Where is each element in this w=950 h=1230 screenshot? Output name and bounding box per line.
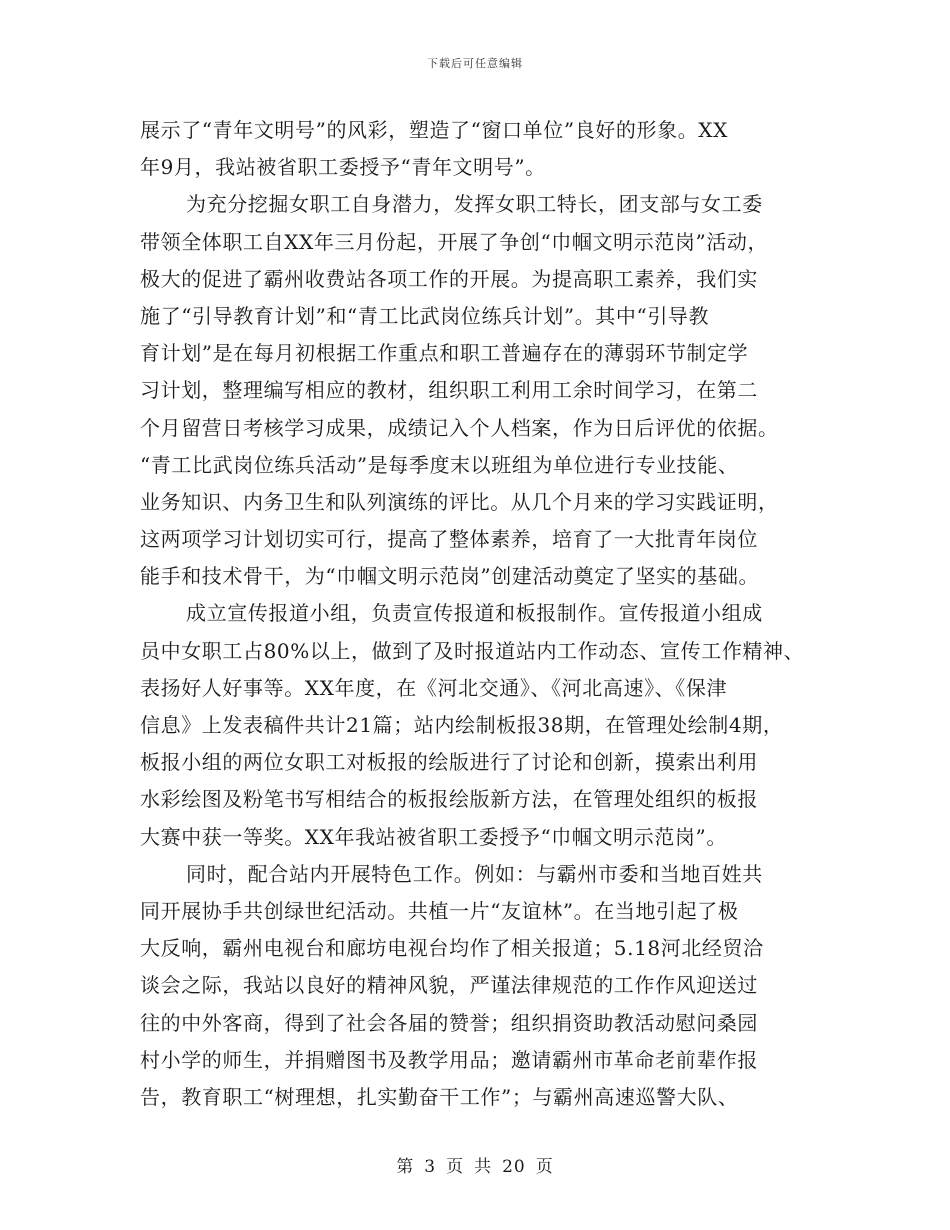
page-header: 下载后可任意编辑 bbox=[427, 57, 523, 70]
text-line: 展示了“青年文明号”的风彩，塑造了“窗口单位”良好的形象。XX bbox=[140, 118, 728, 142]
text-line: 带领全体职工自XX年三月份起，开展了争创“巾帼文明示范岗”活动， bbox=[140, 229, 769, 254]
paragraph-start-line: 同时，配合站内开展特色工作。例如：与霸州市委和当地百姓共 bbox=[186, 861, 763, 886]
text-line: 极大的促进了霸州收费站各项工作的开展。为提高职工素养，我们实 bbox=[140, 266, 758, 291]
text-line: 村小学的师生，并捐赠图书及教学用品；邀请霸州市革命老前辈作报 bbox=[140, 1047, 758, 1072]
text-line: 同开展协手共创绿世纪活动。共植一片“友谊林”。在当地引起了极 bbox=[140, 898, 739, 923]
text-line: 水彩绘图及粉笔书写相结合的板报绘版新方法，在管理处组织的板报 bbox=[140, 787, 758, 812]
text-line: 年9月，我站被省职工委授予“青年文明号”。 bbox=[140, 155, 546, 180]
text-line: 业务知识、内务卫生和队列演练的评比。从几个月来的学习实践证明， bbox=[140, 489, 779, 514]
footer-page-word: 页 bbox=[446, 1157, 465, 1177]
page-footer bbox=[0, 1152, 950, 1177]
text-line: 板报小组的两位女职工对板报的绘版进行了讨论和创新，摸索出利用 bbox=[140, 750, 758, 775]
text-line: 这两项学习计划切实可行，提高了整体素养，培育了一大批青年岗位 bbox=[140, 527, 758, 552]
footer-prefix: 第 bbox=[396, 1157, 415, 1177]
text-line: 表扬好人好事等。XX年度，在《河北交通》、《河北高速》、《保津 bbox=[140, 675, 728, 700]
paragraph-start-line: 为充分挖掘女职工自身潜力，发挥女职工特长，团支部与女工委 bbox=[186, 192, 763, 217]
paragraph-start-line: 成立宣传报道小组，负责宣传报道和板报制作。宣传报道小组成 bbox=[186, 601, 763, 626]
text-line: “青工比武岗位练兵活动”是每季度末以班组为单位进行专业技能、 bbox=[140, 452, 739, 477]
document-body bbox=[140, 112, 820, 1116]
text-line: 施了“引导教育计划”和“青工比武岗位练兵计划”。其中“引导教 bbox=[140, 303, 710, 328]
total-page-count: 20 bbox=[502, 1157, 526, 1177]
text-line: 员中女职工占80%以上，做到了及时报道站内工作动态、宣传工作精神、 bbox=[140, 638, 805, 663]
text-line: 大反响，霸州电视台和廊坊电视台均作了相关报道；5.18河北经贸洽 bbox=[140, 936, 764, 961]
text-line: 育计划”是在每月初根据工作重点和职工普遍存在的薄弱环节制定学 bbox=[140, 341, 749, 366]
text-line: 信息》上发表稿件共计21篇；站内绘制板报38期，在管理处绘制4期， bbox=[140, 713, 784, 737]
text-line: 往的中外客商，得到了社会各届的赞誉；组织捐资助教活动慰问桑园 bbox=[140, 1010, 758, 1035]
text-line: 告，教育职工“树理想，扎实勤奋干工作”；与霸州高速巡警大队、 bbox=[140, 1084, 739, 1109]
text-line: 谈会之际，我站以良好的精神风貌，严谨法律规范的工作作风迎送过 bbox=[140, 973, 758, 998]
text-line: 个月留营日考核学习成果，成绩记入个人档案，作为日后评优的依据。 bbox=[140, 415, 779, 440]
text-line: 大赛中获一等奖。XX年我站被省职工委授予“巾帼文明示范岗”。 bbox=[140, 824, 727, 849]
current-page-number: 3 bbox=[424, 1157, 437, 1177]
text-line: 能手和技术骨干，为“巾帼文明示范岗”创建活动奠定了坚实的基础。 bbox=[140, 564, 760, 589]
footer-suffix: 页 bbox=[535, 1157, 554, 1177]
footer-total-label: 共 bbox=[474, 1157, 493, 1177]
text-line: 习计划，整理编写相应的教材，组织职工利用工余时间学习，在第二 bbox=[140, 378, 758, 403]
